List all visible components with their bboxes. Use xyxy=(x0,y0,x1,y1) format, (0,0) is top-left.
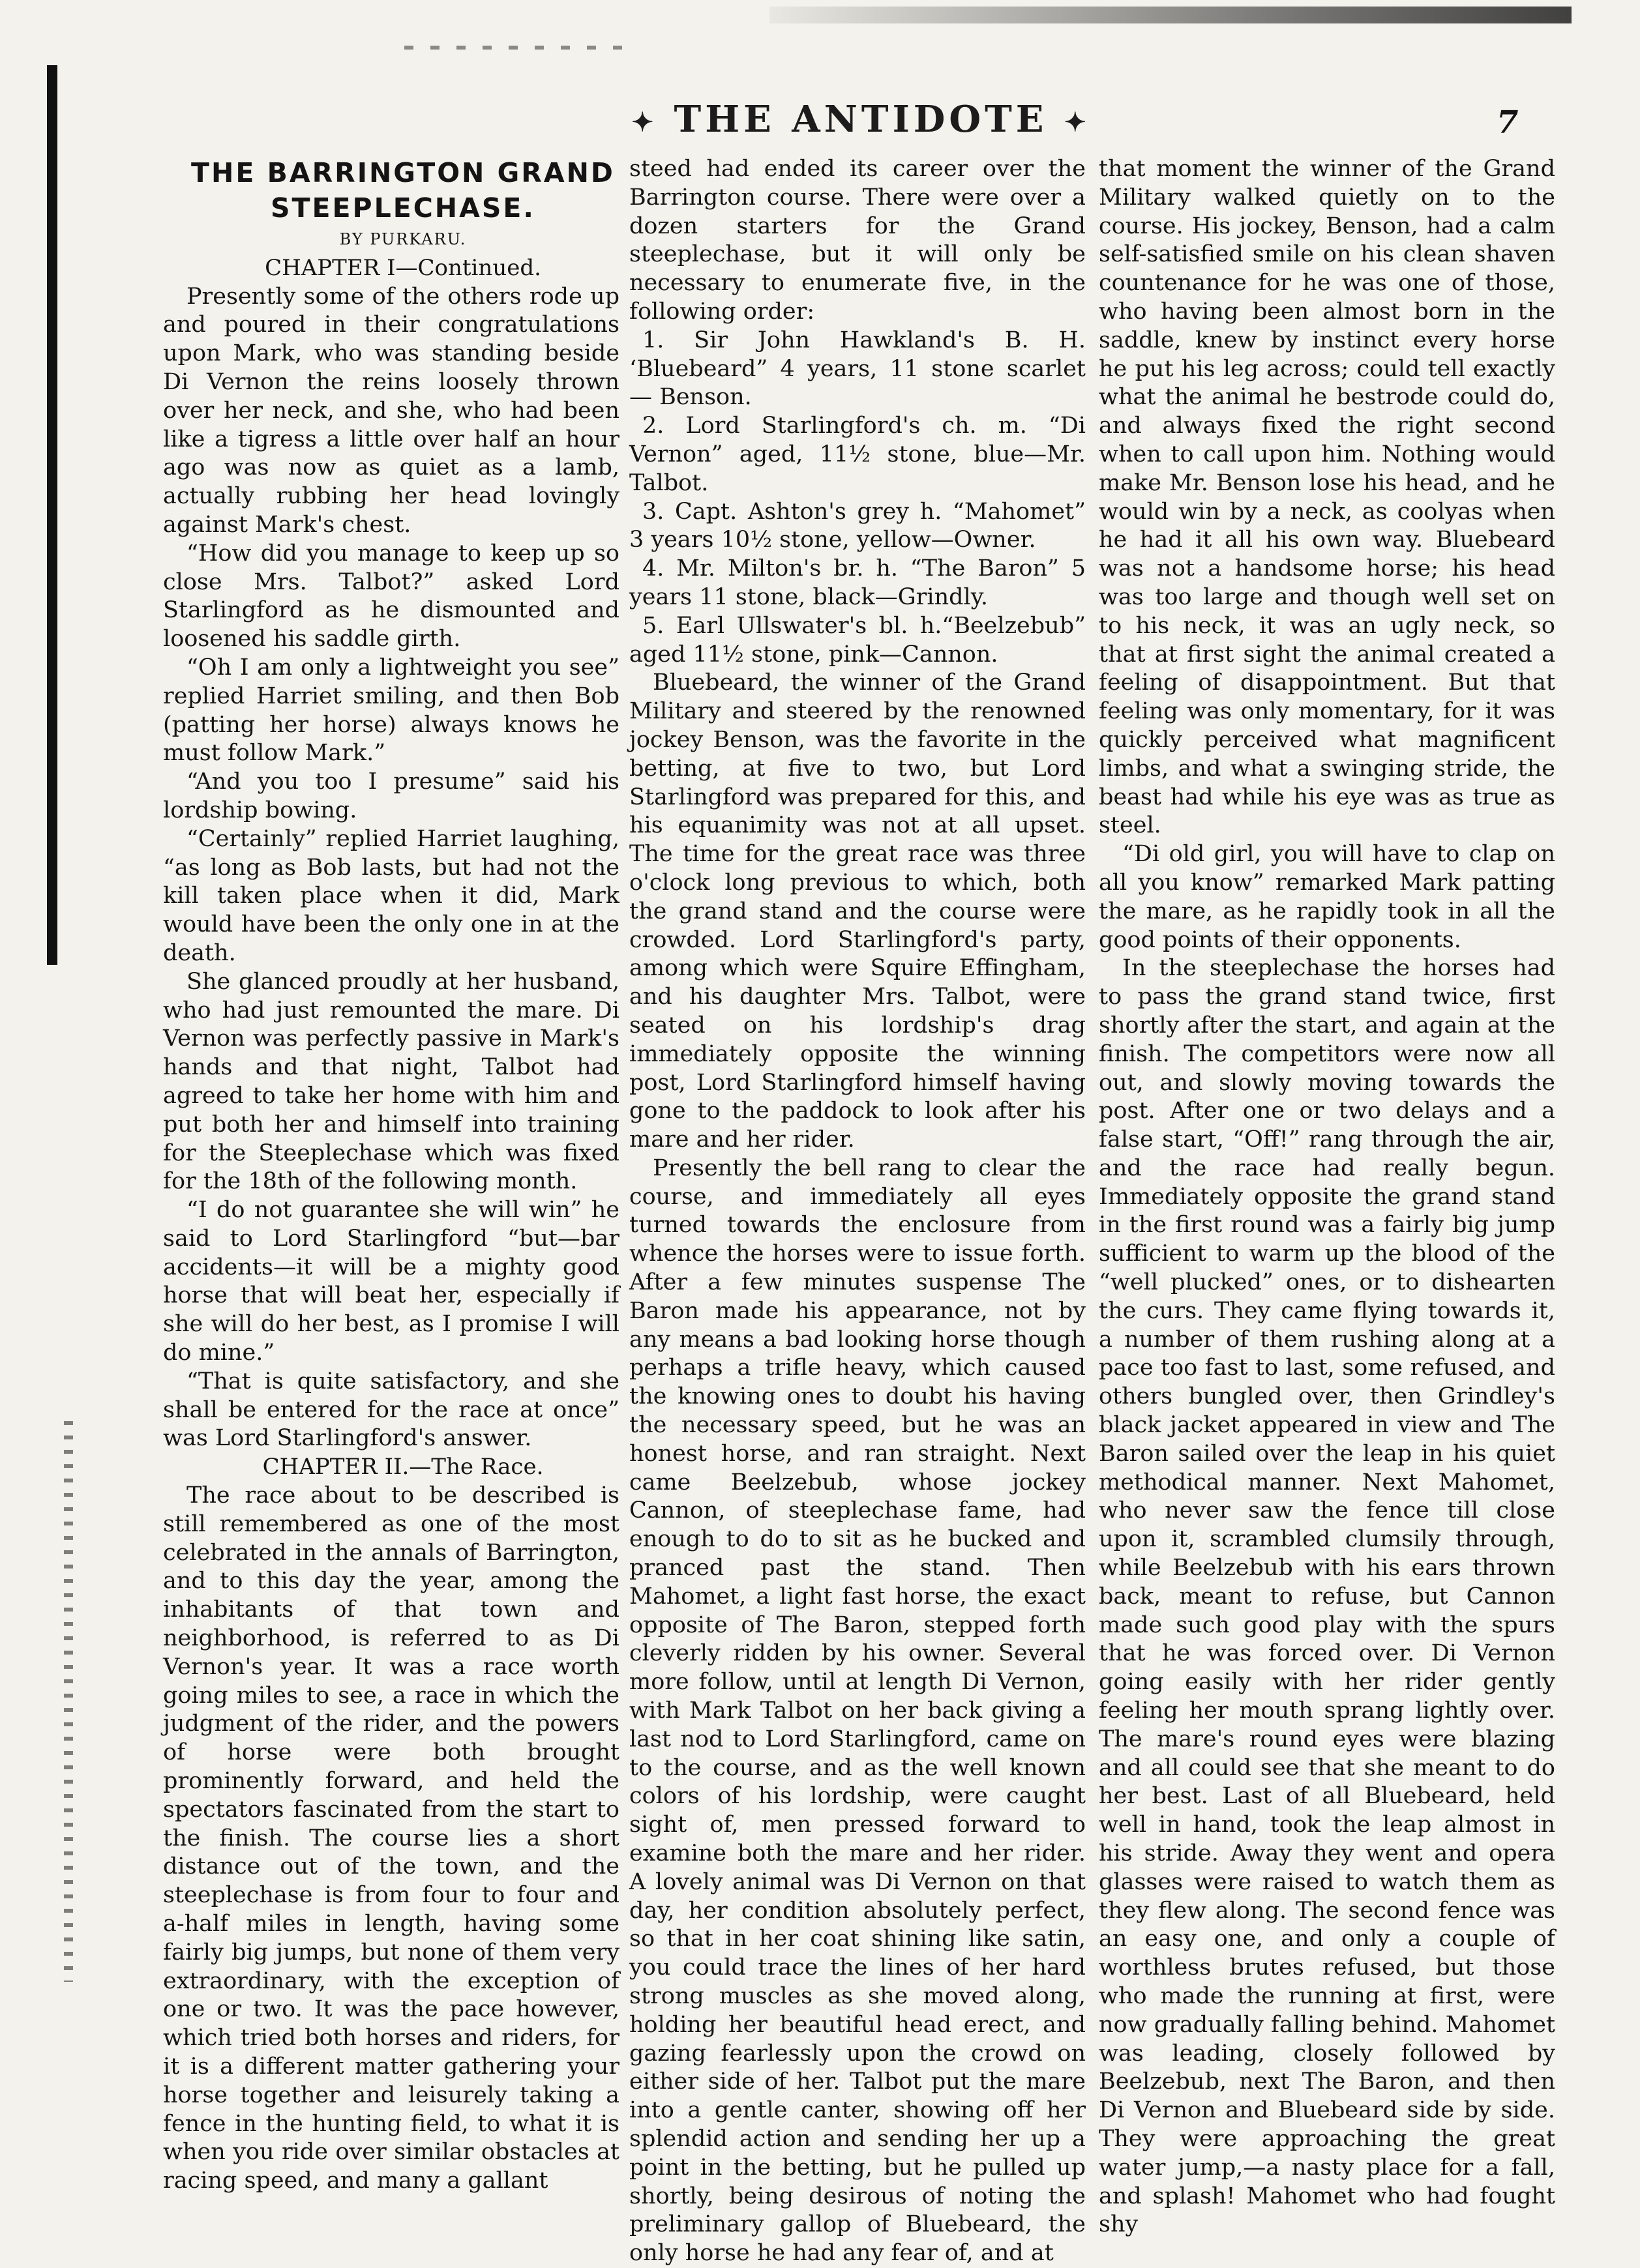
paragraph: She glanced proudly at her husband, who had just remounted the mare. Di Vernon was perfectly passive in Mark's hands and that night, Talbot had agreed to take her home with him and put both her and himself into training for the Steeplechase which was fixed for the 18th of the following month. xyxy=(163,968,619,1195)
page-number: 7 xyxy=(1497,104,1519,141)
article-title-line1: THE BARRINGTON GRAND xyxy=(191,157,615,188)
column-2 xyxy=(629,155,1086,2268)
left-margin-rule xyxy=(47,65,57,965)
paragraph: “How did you manage to keep up so close Mrs. Talbot?” asked Lord Starlingford as he dismounted and loosened his saddle girth. xyxy=(163,540,619,653)
left-margin-specks xyxy=(64,1421,73,1982)
paragraph: Bluebeard, the winner of the Grand Military and steered by the renowned jockey Benson, was the favorite in the betting, at five to two, but Lord Starlingford was prepared for this, and his equanimity was not at all upset. The time for the great race was three o'clock long previous to which, both the grand stand and the course were crowded. Lord Starlingford's party, among which were Squire Effingham, and his daughter Mrs. Talbot, were seated on his lordship's drag immediately opposite the winning post, Lord Starlingford himself having gone to the paddock to look after his mare and her rider. xyxy=(629,670,1086,1153)
page-edge-smudge xyxy=(769,7,1572,23)
paragraph: “That is quite satisfactory, and she shall be entered for the race at once” was Lord Starlingford's answer. xyxy=(163,1368,619,1452)
paragraph-continued: that moment the winner of the Grand Military walked quietly on to the course. His jockey, Benson, had a calm self-satisfied smile on his clean shaven countenance for he was one of those, who having been almost born in the saddle, knew by instinct every horse he put his leg across; could tell exactly what the animal he bestrode could do, and always fixed the right second when to call upon him. Nothing would make Mr. Benson lose his head, and he would win by a neck, as coolyas when he had it all his own way. Bluebeard was not a handsome horse; his head was too large and though well set on to his neck, it was an ugly neck, so that at first sight the animal created a feeling of disappointment. But that feeling was only momentary, for it was quickly perceived what magnificent limbs, and what a swinging stride, the beast had while his eye was as true as steel. xyxy=(1099,156,1555,839)
masthead xyxy=(626,98,1096,150)
byline: BY PURKARU. xyxy=(339,230,467,248)
ornament-left: ✦ xyxy=(631,106,658,138)
entry-item: 2. Lord Starlingford's ch. m. “Di Vernon” aged, 11½ stone, blue—Mr. Talbot. xyxy=(629,413,1086,496)
entry-item: 1. Sir John Hawkland's B. H. ‘Bluebeard” 4 years, 11 stone scarlet — Benson. xyxy=(629,327,1086,411)
paragraph-continued: steed had ended its career over the Barrington course. There were over a dozen starters for the Grand steeplechase, but it will only be necessary to enumerate five, in the following order: xyxy=(629,156,1086,325)
paragraph: “Di old girl, you will have to clap on all you know” remarked Mark patting the mare, as he rapidly took in all the good points of their opponents. xyxy=(1099,841,1555,953)
top-ink-marks xyxy=(404,46,639,50)
column-1 xyxy=(163,155,619,2196)
paragraph: In the steeplechase the horses had to pass the grand stand twice, first shortly after the start, and again at the finish. The competitors were now all out, and slowly moving towards the post. After one or two delays and a false start, “Off!” rang through the air, and the race had really begun. Immediately opposite the grand stand in the first round was a fairly big jump sufficient to warm up the blood of the “well plucked” ones, or to dishearten the curs. They came flying towards it, a number of them rushing along at a pace too fast to last, some refused, and others bungled over, then Grindley's black jacket appeared in view and The Baron sailed over the leap in his quiet methodical manner. Next Mahomet, who never saw the fence till close upon it, scrambled clumsily through, while Beelzebub with his ears thrown back, meant to refuse, but Cannon made such good play with the spurs that he was forced over. Di Vernon going easily with her rider gently feeling her mouth sprang lightly over. The mare's round eyes were blazing and all could see that she meant to do her best. Last of all Bluebeard, held well in hand, took the leap almost in his stride. Away they went and opera glasses were raised to watch them as they flew along. The second fence was an easy one, and only a couple of worthless brutes refused, but those who made the running at first, were now gradually falling behind. Mahomet was leading, closely followed by Beelzebub, next The Baron, and then Di Vernon and Bluebeard side by side. They were approaching the great water jump,—a nasty place for a fall, and splash! Mahomet who had fought shy xyxy=(1099,955,1555,2238)
entry-item: 4. Mr. Milton's br. h. “The Baron” 5 years 11 stone, black—Grindly. xyxy=(629,555,1086,610)
paragraph: Presently the bell rang to clear the course, and immediately all eyes turned towards the enclosure from whence the horses were to issue forth. After a few minutes suspense The Baron made his appearance, not by any means a bad looking horse though perhaps a trifle heavy, which caused the knowing ones to doubt his having the necessary speed, but he was an honest horse, and ran straight. Next came Beelzebub, whose jockey Cannon, of steeplechase fame, had enough to do to sit as he bucked and pranced past the stand. Then Mahomet, a light fast horse, the exact opposite of The Baron, stepped forth cleverly ridden by his owner. Several more follow, until at length Di Vernon, with Mark Talbot on her back giving a last nod to Lord Starlingford, came on to the course, and as the well known colors of his lordship, were caught sight of, men pressed forward to examine both the mare and her rider. A lovely animal was Di Vernon on that day, her condition absolutely perfect, so that in her coat shining like satin, you could trace the lines of her hard strong muscles as she moved along, holding her beautiful head erect, and gazing fearlessly upon the crowd on either side of her. Talbot put the mare into a gentle canter, showing off her splendid action and sending her up a point in the betting, but he pulled up shortly, being desirous of noting the preliminary gallop of Bluebeard, the only horse he had any fear of, and at xyxy=(629,1155,1086,2267)
paragraph: Presently some of the others rode up and poured in their congratulations upon Mark, who was standing beside Di Vernon the reins loosely thrown over her neck, and she, who had been like a tigress a little over half an hour ago was now as quiet as a lamb, actually rubbing her head lovingly against Mark's chest. xyxy=(163,283,619,538)
entry-item: 3. Capt. Ashton's grey h. “Mahomet” 3 years 10½ stone, yellow—Owner. xyxy=(629,498,1086,553)
column-3 xyxy=(1099,155,1555,2239)
paragraph: “I do not guarantee she will win” he said to Lord Starlingford “but—bar accidents—it will be a mighty good horse that will beat her, especially if she will do her best, as I promise I will do mine.” xyxy=(163,1197,619,1366)
ornament-right: ✦ xyxy=(1064,106,1090,138)
paragraph: “And you too I presume” said his lordship bowing. xyxy=(163,769,619,823)
paragraph: “Certainly” replied Harriet laughing, “as long as Bob lasts, but had not the kill taken place when it did, Mark would have been the only one in at the death. xyxy=(163,825,619,966)
entries-list xyxy=(629,327,1086,670)
entry-item: 5. Earl Ullswater's bl. h.“Beelzebub” aged 11½ stone, pink—Cannon. xyxy=(629,612,1086,668)
paragraph: The race about to be described is still remembered as one of the most celebrated in the annals of Barrington, and to this day the year, among the inhabitants of that town and neighborhood, is referred to as Di Vernon's year. It was a race worth going miles to see, a race in which the judgment of the rider, and the powers of horse were both brought prominently forward, and held the spectators fascinated from the start to the finish. The course lies a short distance out of the town, and the steeplechase is from four to four and a-half miles in length, having some fairly big jumps, but none of them very extraordinary, with the exception of one or two. It was the pace however, which tried both horses and riders, for it is a different matter gathering your horse together and leisurely taking a fence in the hunting field, to what it is when you ride over similar obstacles at racing speed, and many a gallant xyxy=(163,1482,619,2194)
masthead-title: THE ANTIDOTE xyxy=(674,98,1048,141)
article-title-line2: STEEPLECHASE. xyxy=(271,192,535,224)
chapter-heading-2: CHAPTER II.—The Race. xyxy=(262,1454,544,1480)
paragraph: “Oh I am only a lightweight you see” replied Harriet smiling, and then Bob (patting her horse) always knows he must follow Mark.” xyxy=(163,654,619,767)
chapter-heading-1: CHAPTER I—Continued. xyxy=(265,254,541,281)
